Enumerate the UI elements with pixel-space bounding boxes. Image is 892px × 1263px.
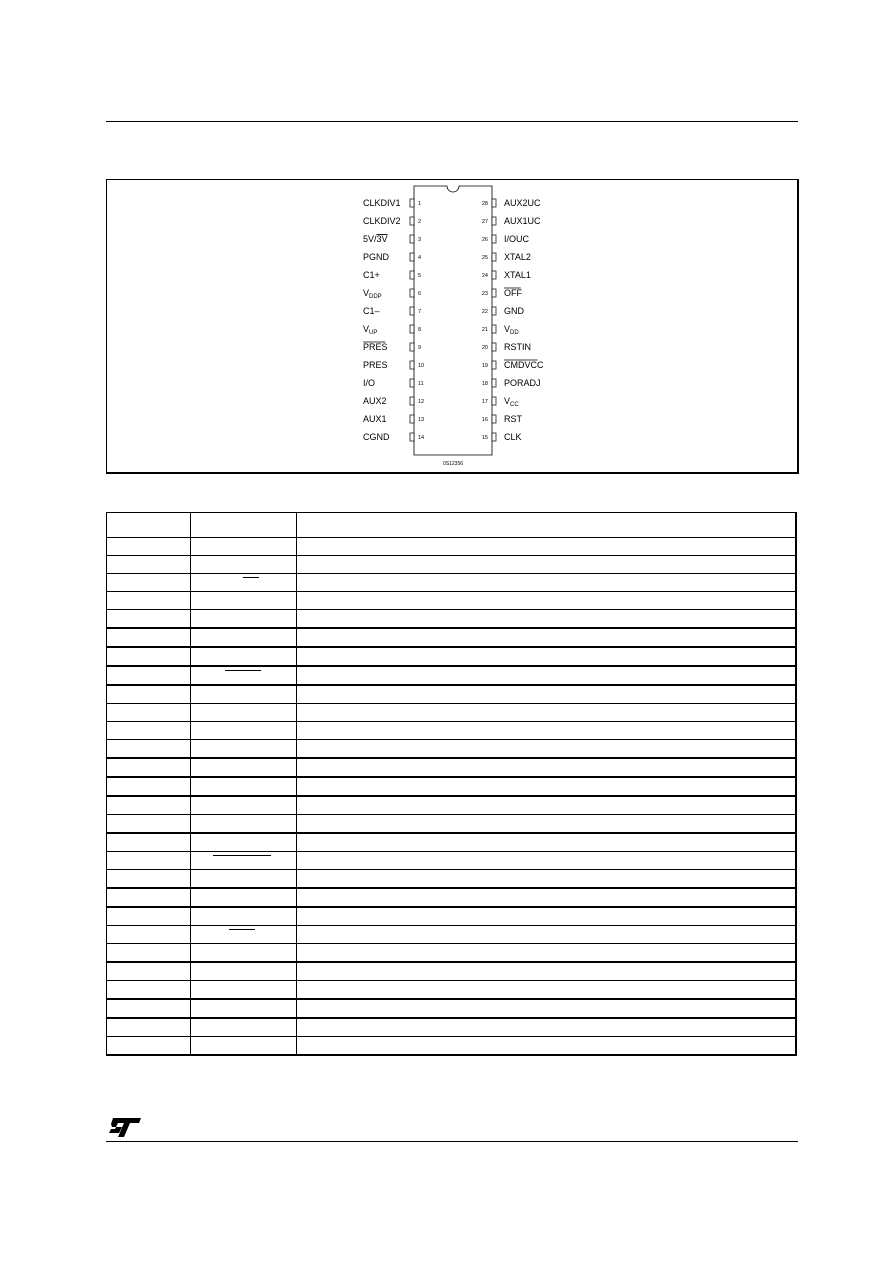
table-row [107,758,797,777]
table-row [107,628,797,647]
pin-label-10: PRES [363,360,388,370]
pin-label-25: XTAL2 [504,252,531,262]
table-cell [107,704,191,722]
pin-pad-14 [410,433,414,441]
table-cell [297,1037,797,1056]
table-cell [297,981,797,1000]
pin-label-13: AUX1 [363,414,387,424]
table-row [107,556,797,574]
table-row [107,926,797,944]
table-cell [107,833,191,852]
pin-number-26: 26 [481,237,488,243]
table-row [107,1018,797,1037]
pin-description-table [106,512,797,1056]
table-cell [191,740,297,759]
pin-label-1: CLKDIV1 [363,198,401,208]
table-row [107,815,797,834]
signal-overbar [213,855,271,856]
pin-connection-figure [106,179,799,474]
table-cell [297,722,797,740]
table-header-row [107,513,797,538]
table-cell [297,685,797,704]
table-cell [297,796,797,815]
table-cell [191,815,297,834]
table-cell [297,852,797,870]
table-cell [107,574,191,592]
table-row [107,796,797,815]
pin-label-19: CMDVCC [504,360,544,370]
pin-pad-17 [492,397,496,405]
pin-label-8: $V_{UP}$ [363,324,378,336]
pin-number-27: 27 [481,219,488,225]
table-cell [297,870,797,889]
table-row [107,722,797,740]
table-cell [107,685,191,704]
pin-label-4: PGND [363,252,390,262]
pin-label-21: $V_{DD}$ [504,324,519,336]
st-logo [108,1116,142,1138]
table-row [107,685,797,704]
pin-label-28: AUX2UC [504,198,541,208]
table-cell [191,999,297,1018]
table-cell [297,888,797,907]
table-cell [107,538,191,556]
table-cell [191,962,297,981]
pin-pad-8 [410,325,414,333]
table-cell [297,592,797,610]
pin-pad-4 [410,253,414,261]
table-row [107,647,797,666]
table-cell [297,962,797,981]
table-cell [191,870,297,889]
table-cell [107,1018,191,1037]
pin-number-22: 22 [481,309,488,315]
table-cell [191,574,297,592]
pin-label-16: RST [504,414,522,424]
table-cell [107,610,191,629]
pin-number-28: 28 [481,201,488,207]
table-row [107,777,797,796]
table-row [107,574,797,592]
table-cell [191,666,297,685]
pin-label-5: C1+ [363,270,380,280]
pin-pad-19 [492,361,496,369]
table-cell [191,796,297,815]
chip-body [414,186,492,455]
pin-diagram [107,180,797,472]
table-row [107,704,797,722]
table-cell [297,647,797,666]
table-row [107,538,797,556]
table-cell [191,1018,297,1037]
table-cell [107,907,191,926]
table-cell [191,685,297,704]
table-row [107,962,797,981]
pin-label-12: AUX2 [363,396,387,406]
pin-number-25: 25 [481,255,488,261]
table-cell [191,628,297,647]
pin-label-2: CLKDIV2 [363,216,401,226]
table-cell [107,962,191,981]
pin-number-6: 6 [418,291,422,297]
table-row [107,592,797,610]
pin-label-27: AUX1UC [504,216,541,226]
table-cell [297,777,797,796]
pin-label-18: PORADJ [504,378,541,388]
pin-number-12: 12 [418,399,425,405]
pin-pad-24 [492,271,496,279]
table-cell [297,628,797,647]
table-row [107,610,797,629]
pin-number-21: 21 [481,327,488,333]
table-cell [191,722,297,740]
pin-number-8: 8 [418,327,422,333]
table-cell [107,777,191,796]
table-row [107,833,797,852]
pin-label-3: 5V/3V [363,234,388,244]
pin-pad-15 [492,433,496,441]
pin-pad-12 [410,397,414,405]
table-cell [191,777,297,796]
table-cell [297,740,797,759]
pin-number-9: 9 [418,345,422,351]
table-cell [191,592,297,610]
figure-code: 0S12356 [442,461,464,467]
table-cell [107,796,191,815]
table-cell [107,758,191,777]
table-row [107,1037,797,1056]
table-cell [107,888,191,907]
pin-pad-13 [410,415,414,423]
pin-label-20: RSTIN [504,342,531,352]
table-cell [297,556,797,574]
pin-pad-7 [410,307,414,315]
pin-number-5: 5 [418,273,422,279]
table-cell [191,981,297,1000]
table-cell [107,513,191,538]
pin-pad-11 [410,379,414,387]
pin-pad-18 [492,379,496,387]
pin-label-14: CGND [363,432,390,442]
table-cell [297,666,797,685]
table-cell [191,1037,297,1056]
table-cell [297,926,797,944]
table-cell [191,758,297,777]
table-row [107,907,797,926]
pin-label-11: I/O [363,378,376,388]
pin-pad-16 [492,415,496,423]
table-cell [191,833,297,852]
pin-number-14: 14 [418,435,425,441]
table-cell [107,981,191,1000]
table-cell [107,556,191,574]
pin-number-19: 19 [481,363,488,369]
table-row [107,666,797,685]
table-cell [191,852,297,870]
pin-number-23: 23 [481,291,488,297]
pin-number-18: 18 [481,381,488,387]
pin-label-9: PRES [363,342,388,352]
header-rule [106,121,798,122]
pin-label-23: OFF [504,288,522,298]
table-cell [191,704,297,722]
pin-pad-3 [410,235,414,243]
table-cell [107,1037,191,1056]
pin-number-17: 17 [481,399,488,405]
pin-pad-26 [492,235,496,243]
pin-label-17: $V_{CC}$ [504,396,519,408]
table-cell [107,740,191,759]
pin-number-13: 13 [418,417,425,423]
pin-pad-2 [410,217,414,225]
table-cell [297,815,797,834]
table-cell [297,999,797,1018]
pin-pad-5 [410,271,414,279]
table-cell [297,610,797,629]
pin-pad-9 [410,343,414,351]
pin-pad-23 [492,289,496,297]
table-cell [191,907,297,926]
table-cell [297,704,797,722]
pin-label-22: GND [504,306,524,316]
table-cell [191,926,297,944]
pin-number-16: 16 [481,417,488,423]
pin-number-11: 11 [418,381,424,387]
signal-overbar [225,670,261,671]
table-cell [191,556,297,574]
pin-number-2: 2 [418,219,422,225]
pin-pad-25 [492,253,496,261]
table-cell [191,647,297,666]
pin-label-15: CLK [504,432,522,442]
pin-number-10: 10 [418,363,425,369]
pin-label-24: XTAL1 [504,270,531,280]
pin-number-15: 15 [481,435,488,441]
table-cell [107,666,191,685]
pin-label-7: C1– [363,306,380,316]
table-cell [107,628,191,647]
table-cell [297,1018,797,1037]
table-cell [107,592,191,610]
table-row [107,870,797,889]
pin-number-20: 20 [481,345,488,351]
pin-pad-28 [492,199,496,207]
table-cell [191,944,297,963]
table-cell [107,852,191,870]
table-row [107,981,797,1000]
table-row [107,999,797,1018]
table-row [107,944,797,963]
pin-pad-21 [492,325,496,333]
pin-pad-20 [492,343,496,351]
table-cell [191,610,297,629]
pin-pad-22 [492,307,496,315]
pin-pad-10 [410,361,414,369]
table-cell [297,833,797,852]
table-cell [107,999,191,1018]
signal-overbar [243,577,259,578]
table-row [107,888,797,907]
table-cell [297,907,797,926]
pin-pad-1 [410,199,414,207]
pin-label-26: I/OUC [504,234,530,244]
pin-number-1: 1 [418,201,422,207]
pin-pad-27 [492,217,496,225]
table-cell [191,513,297,538]
table-cell [107,926,191,944]
table-cell [107,815,191,834]
table-cell [297,513,797,538]
pin-number-4: 4 [418,255,422,261]
table-cell [297,944,797,963]
table-cell [191,888,297,907]
pin-label-6: $V_{DDP}$ [363,288,382,300]
signal-overbar [229,929,255,930]
table-cell [107,647,191,666]
table-cell [297,574,797,592]
table-row [107,740,797,759]
table-cell [107,722,191,740]
pin-number-7: 7 [418,309,422,315]
table-cell [297,538,797,556]
table-cell [297,758,797,777]
pin-number-3: 3 [418,237,422,243]
table-cell [107,870,191,889]
table-cell [191,538,297,556]
table-row [107,852,797,870]
table-cell [107,944,191,963]
pin-pad-6 [410,289,414,297]
pin-number-24: 24 [481,273,488,279]
footer-rule [106,1141,798,1142]
